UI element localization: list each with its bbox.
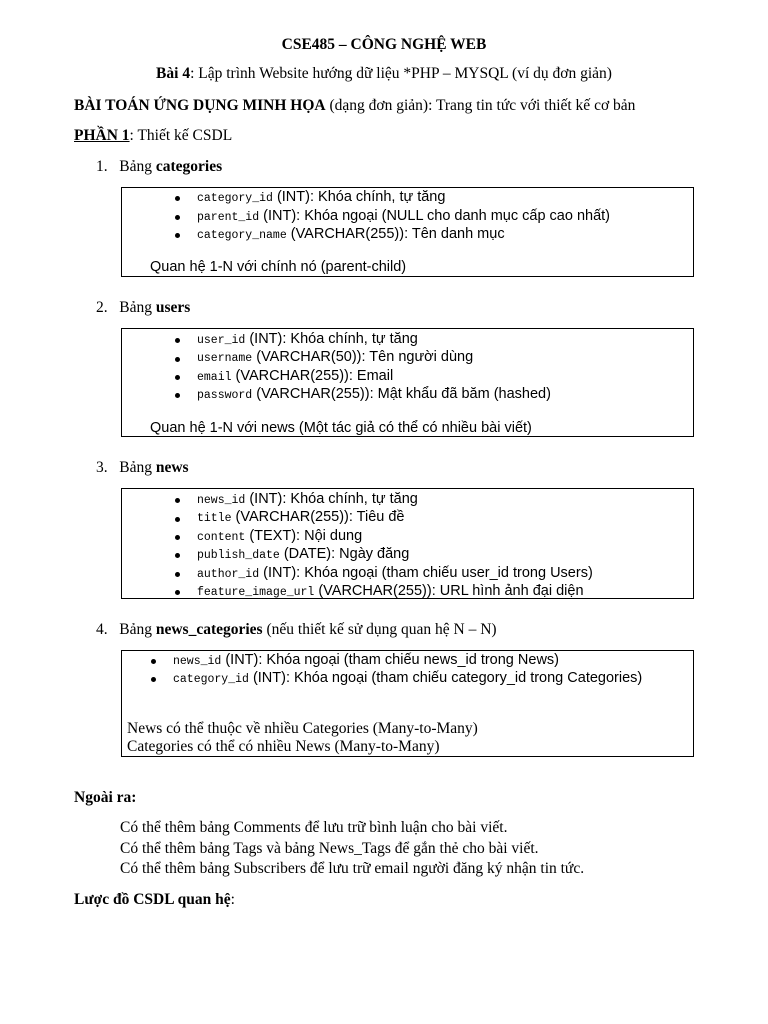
bullet-icon: [175, 498, 180, 503]
field-item: category_name (VARCHAR(255)): Tên danh mục: [197, 226, 505, 242]
bullet-icon: [175, 393, 180, 398]
field-item: username (VARCHAR(50)): Tên người dùng: [197, 349, 474, 365]
extra-line: Có thể thêm bảng Comments để lưu trữ bình luận cho bài viết.: [120, 819, 508, 836]
field-item: title (VARCHAR(255)): Tiêu đề: [197, 509, 405, 525]
field-item: password (VARCHAR(255)): Mật khẩu đã băm (hashed): [197, 386, 551, 402]
bullet-icon: [175, 590, 180, 595]
bullet-icon: [175, 553, 180, 558]
extra-line: Có thể thêm bảng Tags và bảng News_Tags để gắn thẻ cho bài viết.: [120, 840, 539, 857]
table-note: Quan hệ 1-N với news (Một tác giả có thể có nhiều bài viết): [150, 420, 532, 436]
table-heading-categories: 1. Bảng categories: [96, 158, 223, 175]
bullet-icon: [175, 357, 180, 362]
bullet-icon: [175, 196, 180, 201]
part-title: PHẦN 1: Thiết kế CSDL: [74, 127, 233, 144]
table-note: News có thể thuộc về nhiều Categories (Many-to-Many): [127, 720, 478, 737]
table-box-users: [121, 328, 694, 437]
table-heading-news-categories: 4. Bảng news_categories (nếu thiết kế sử dụng quan hệ N – N): [96, 621, 497, 638]
table-heading-news: 3. Bảng news: [96, 459, 189, 476]
field-item: news_id (INT): Khóa ngoại (tham chiếu news_id trong News): [173, 652, 559, 668]
field-item: category_id (INT): Khóa ngoại (tham chiếu category_id trong Categories): [173, 670, 643, 686]
bullet-icon: [175, 517, 180, 522]
table-note: Categories có thể có nhiều News (Many-to-Many): [127, 738, 440, 755]
extra-heading: Ngoài ra:: [74, 789, 137, 806]
course-title: CSE485 – CÔNG NGHỆ WEB: [281, 36, 487, 53]
bullet-icon: [175, 338, 180, 343]
problem-title: BÀI TOÁN ỨNG DỤNG MINH HỌA (dạng đơn giản): Trang tin tức với thiết kế cơ bản: [74, 97, 636, 114]
field-item: author_id (INT): Khóa ngoại (tham chiếu user_id trong Users): [197, 565, 593, 581]
field-item: category_id (INT): Khóa chính, tự tăng: [197, 189, 446, 205]
table-note: Quan hệ 1-N với chính nó (parent-child): [150, 259, 407, 275]
field-item: feature_image_url (VARCHAR(255)): URL hình ảnh đại diện: [197, 583, 584, 599]
bullet-icon: [175, 535, 180, 540]
lesson-title: Bài 4: Lập trình Website hướng dữ liệu *PHP – MYSQL (ví dụ đơn giản): [156, 65, 612, 82]
bullet-icon: [175, 572, 180, 577]
table-heading-users: 2. Bảng users: [96, 299, 191, 316]
table-box-news-categories: [121, 650, 694, 757]
field-item: content (TEXT): Nội dung: [197, 528, 363, 544]
field-item: news_id (INT): Khóa chính, tự tăng: [197, 491, 418, 507]
bullet-icon: [175, 233, 180, 238]
bullet-icon: [151, 659, 156, 664]
field-item: publish_date (DATE): Ngày đăng: [197, 546, 410, 562]
bullet-icon: [175, 375, 180, 380]
bullet-icon: [175, 215, 180, 220]
field-item: user_id (INT): Khóa chính, tự tăng: [197, 331, 418, 347]
schema-heading: Lược đồ CSDL quan hệ:: [74, 891, 235, 908]
field-item: parent_id (INT): Khóa ngoại (NULL cho danh mục cấp cao nhất): [197, 208, 610, 224]
table-box-categories: [121, 187, 694, 277]
table-box-news: [121, 488, 694, 599]
extra-line: Có thể thêm bảng Subscribers để lưu trữ email người đăng ký nhận tin tức.: [120, 860, 585, 877]
field-item: email (VARCHAR(255)): Email: [197, 368, 394, 384]
bullet-icon: [151, 677, 156, 682]
